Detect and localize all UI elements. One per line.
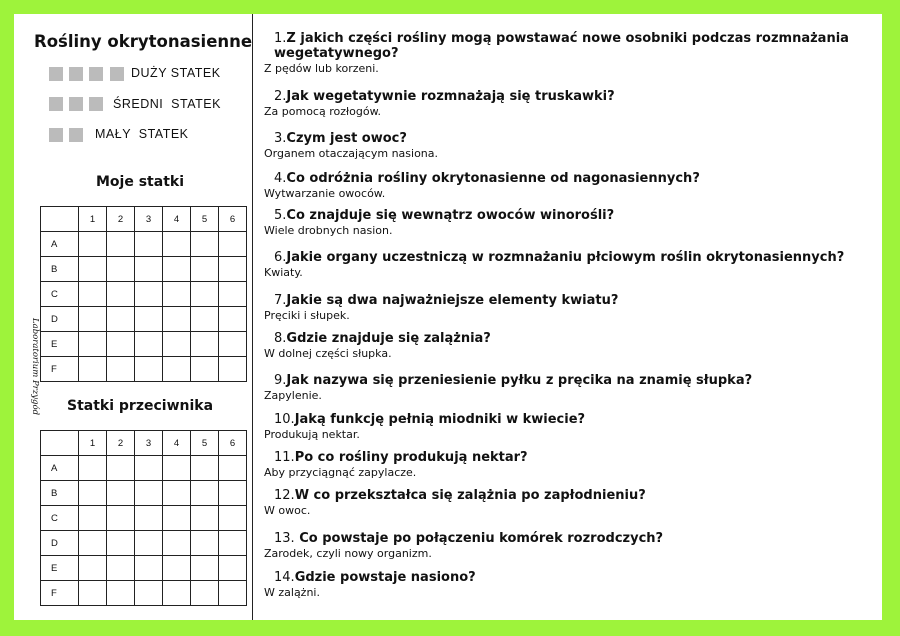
question-number: 8. [274, 331, 287, 346]
grid-col-header: 3 [135, 207, 163, 232]
question-number: 5. [274, 208, 287, 223]
question-body: Jaką funkcję pełnią miodniki w kwiecie? [294, 412, 586, 427]
grid-col-header: 2 [107, 207, 135, 232]
grid-cell[interactable] [135, 257, 163, 282]
grid-row-header: E [41, 556, 79, 581]
grid-cell[interactable] [219, 257, 247, 282]
enemy-ships-title: Statki przeciwnika [67, 398, 214, 414]
grid-row-header: B [41, 257, 79, 282]
grid-cell[interactable] [191, 232, 219, 257]
question-number: 6. [274, 250, 287, 265]
grid-cell[interactable] [79, 282, 107, 307]
grid-cell[interactable] [163, 456, 191, 481]
grid-cell[interactable] [79, 257, 107, 282]
grid-cell[interactable] [191, 581, 219, 606]
grid-cell[interactable] [219, 556, 247, 581]
grid-cell[interactable] [107, 481, 135, 506]
question-number: 9. [274, 373, 287, 388]
grid-cell[interactable] [79, 581, 107, 606]
grid-cell[interactable] [163, 357, 191, 382]
grid-cell[interactable] [163, 531, 191, 556]
question-body: Gdzie powstaje nasiono? [294, 570, 476, 585]
ship-label: ŚREDNI STATEK [113, 97, 221, 111]
question-body: Jakie organy uczestniczą w rozmnażaniu płciowym roślin okrytonasiennych? [286, 250, 845, 265]
grid-corner [41, 431, 79, 456]
question-body: W co przekształca się zalążnia po zapłodnieniu? [294, 488, 646, 503]
grid-cell[interactable] [107, 282, 135, 307]
grid-cell[interactable] [79, 232, 107, 257]
grid-cell[interactable] [135, 307, 163, 332]
question-text [264, 488, 872, 503]
grid-cell[interactable] [135, 481, 163, 506]
question-number: 11. [274, 450, 295, 465]
grid-cell[interactable] [79, 456, 107, 481]
answer-text: W zalążni. [264, 586, 320, 599]
grid-row-header: D [41, 531, 79, 556]
grid-cell[interactable] [219, 481, 247, 506]
grid-col-header: 2 [107, 431, 135, 456]
question-text [264, 450, 872, 465]
answer-text: Pręciki i słupek. [264, 309, 350, 322]
answer-text: W owoc. [264, 504, 311, 517]
question-body: Gdzie znajduje się zalążnia? [286, 331, 491, 346]
question-item [264, 373, 872, 403]
grid-row-header: F [41, 357, 79, 382]
grid-cell[interactable] [79, 481, 107, 506]
column-divider [252, 14, 253, 620]
question-text [264, 171, 872, 186]
question-item [264, 89, 872, 119]
question-text [264, 570, 872, 585]
grid-cell[interactable] [219, 282, 247, 307]
enemy-ships-grid [40, 430, 247, 606]
grid-cell[interactable] [107, 556, 135, 581]
grid-cell[interactable] [107, 307, 135, 332]
grid-cell[interactable] [191, 307, 219, 332]
answer-text: Za pomocą rozłogów. [264, 105, 382, 118]
grid-cell[interactable] [79, 531, 107, 556]
question-number: 4. [274, 171, 287, 186]
grid-corner [41, 207, 79, 232]
grid-cell[interactable] [191, 332, 219, 357]
answer-text: Zapylenie. [264, 389, 322, 402]
worksheet-title: Rośliny okrytonasienne [34, 32, 253, 51]
question-item [264, 293, 872, 323]
question-number: 1. [274, 31, 287, 46]
grid-cell[interactable] [135, 456, 163, 481]
grid-cell[interactable] [219, 332, 247, 357]
grid-cell[interactable] [219, 307, 247, 332]
grid-row-header: C [41, 282, 79, 307]
question-number: 7. [274, 293, 287, 308]
answer-text: Z pędów lub korzeni. [264, 62, 379, 75]
grid-row-header: F [41, 581, 79, 606]
grid-cell[interactable] [191, 456, 219, 481]
grid-cell[interactable] [219, 232, 247, 257]
grid-row-header: C [41, 506, 79, 531]
ship-label: DUŻY STATEK [131, 66, 221, 80]
question-number: 2. [274, 89, 287, 104]
question-item [264, 250, 872, 280]
vertical-credit: Laboratorium Przygód [30, 318, 40, 416]
grid-cell[interactable] [191, 531, 219, 556]
grid-row-header: E [41, 332, 79, 357]
question-number: 13. [274, 531, 295, 546]
question-text [264, 293, 872, 308]
grid-cell[interactable] [191, 257, 219, 282]
grid-cell[interactable] [135, 232, 163, 257]
grid-col-header: 6 [219, 207, 247, 232]
question-text [264, 31, 872, 61]
grid-cell[interactable] [219, 581, 247, 606]
question-number: 12. [274, 488, 295, 503]
grid-cell[interactable] [163, 556, 191, 581]
grid-cell[interactable] [191, 481, 219, 506]
question-number: 10. [274, 412, 295, 427]
grid-row-header: D [41, 307, 79, 332]
question-item [264, 450, 872, 480]
grid-cell[interactable] [163, 481, 191, 506]
question-item [264, 131, 872, 161]
question-body: Czym jest owoc? [286, 131, 407, 146]
grid-cell[interactable] [163, 282, 191, 307]
question-item [264, 208, 872, 238]
answer-text: W dolnej części słupka. [264, 347, 392, 360]
grid-cell[interactable] [79, 332, 107, 357]
question-text [264, 250, 872, 265]
question-body: Co odróżnia rośliny okrytonasienne od nagonasiennych? [286, 171, 700, 186]
question-body: Jak nazywa się przeniesienie pyłku z pręcika na znamię słupka? [286, 373, 753, 388]
grid-cell[interactable] [107, 257, 135, 282]
grid-cell[interactable] [219, 506, 247, 531]
grid-cell[interactable] [135, 332, 163, 357]
question-item [264, 488, 872, 518]
grid-cell[interactable] [135, 282, 163, 307]
grid-cell[interactable] [107, 232, 135, 257]
grid-cell[interactable] [79, 556, 107, 581]
question-item [264, 31, 872, 76]
grid-row-header: B [41, 481, 79, 506]
grid-cell[interactable] [107, 506, 135, 531]
grid-cell[interactable] [219, 357, 247, 382]
grid-cell[interactable] [191, 282, 219, 307]
grid-cell[interactable] [79, 506, 107, 531]
question-item [264, 331, 872, 361]
grid-cell[interactable] [191, 357, 219, 382]
grid-cell[interactable] [107, 332, 135, 357]
question-text [264, 89, 872, 104]
grid-col-header: 5 [191, 207, 219, 232]
grid-cell[interactable] [219, 531, 247, 556]
question-body: Jakie są dwa najważniejsze elementy kwiatu? [286, 293, 619, 308]
grid-cell[interactable] [107, 456, 135, 481]
grid-cell[interactable] [79, 357, 107, 382]
grid-cell[interactable] [163, 332, 191, 357]
grid-cell[interactable] [163, 307, 191, 332]
grid-cell[interactable] [163, 506, 191, 531]
grid-row-header: A [41, 456, 79, 481]
my-ships-grid [40, 206, 247, 382]
grid-cell[interactable] [135, 531, 163, 556]
question-number: 14. [274, 570, 295, 585]
grid-cell[interactable] [163, 581, 191, 606]
grid-col-header: 4 [163, 207, 191, 232]
grid-cell[interactable] [107, 531, 135, 556]
question-text [264, 373, 872, 388]
grid-cell[interactable] [191, 556, 219, 581]
question-body: Co znajduje się wewnątrz owoców winorośli? [286, 208, 615, 223]
grid-col-header: 1 [79, 431, 107, 456]
question-body: Z jakich części rośliny mogą powstawać nowe osobniki podczas rozmnażania wegetatywnego? [274, 31, 849, 61]
answer-text: Wytwarzanie owoców. [264, 187, 386, 200]
my-ships-title: Moje statki [96, 174, 184, 190]
answer-text: Zarodek, czyli nowy organizm. [264, 547, 432, 560]
grid-cell[interactable] [135, 556, 163, 581]
question-item [264, 171, 872, 201]
grid-col-header: 3 [135, 431, 163, 456]
grid-col-header: 5 [191, 431, 219, 456]
grid-cell[interactable] [135, 506, 163, 531]
grid-cell[interactable] [163, 257, 191, 282]
ship-label: MAŁY STATEK [95, 127, 189, 141]
question-text [264, 131, 872, 146]
grid-cell[interactable] [135, 357, 163, 382]
grid-cell[interactable] [107, 357, 135, 382]
question-body: Po co rośliny produkują nektar? [294, 450, 528, 465]
grid-cell[interactable] [219, 456, 247, 481]
answer-text: Kwiaty. [264, 266, 303, 279]
grid-col-header: 1 [79, 207, 107, 232]
grid-cell[interactable] [107, 581, 135, 606]
grid-row-header: A [41, 232, 79, 257]
question-body: Co powstaje po połączeniu komórek rozrodczych? [294, 531, 664, 546]
answer-text: Organem otaczającym nasiona. [264, 147, 439, 160]
question-number: 3. [274, 131, 287, 146]
question-item [264, 570, 872, 600]
question-body: Jak wegetatywnie rozmnażają się truskawki? [286, 89, 615, 104]
question-item [264, 531, 872, 561]
question-text [264, 208, 872, 223]
grid-col-header: 4 [163, 431, 191, 456]
question-item [264, 412, 872, 442]
grid-cell[interactable] [163, 232, 191, 257]
answer-text: Wiele drobnych nasion. [264, 224, 393, 237]
question-text [264, 331, 872, 346]
grid-cell[interactable] [191, 506, 219, 531]
answer-text: Aby przyciągnąć zapylacze. [264, 466, 417, 479]
grid-cell[interactable] [79, 307, 107, 332]
question-text [264, 412, 872, 427]
question-text [264, 531, 872, 546]
grid-col-header: 6 [219, 431, 247, 456]
answer-text: Produkują nektar. [264, 428, 360, 441]
grid-cell[interactable] [135, 581, 163, 606]
